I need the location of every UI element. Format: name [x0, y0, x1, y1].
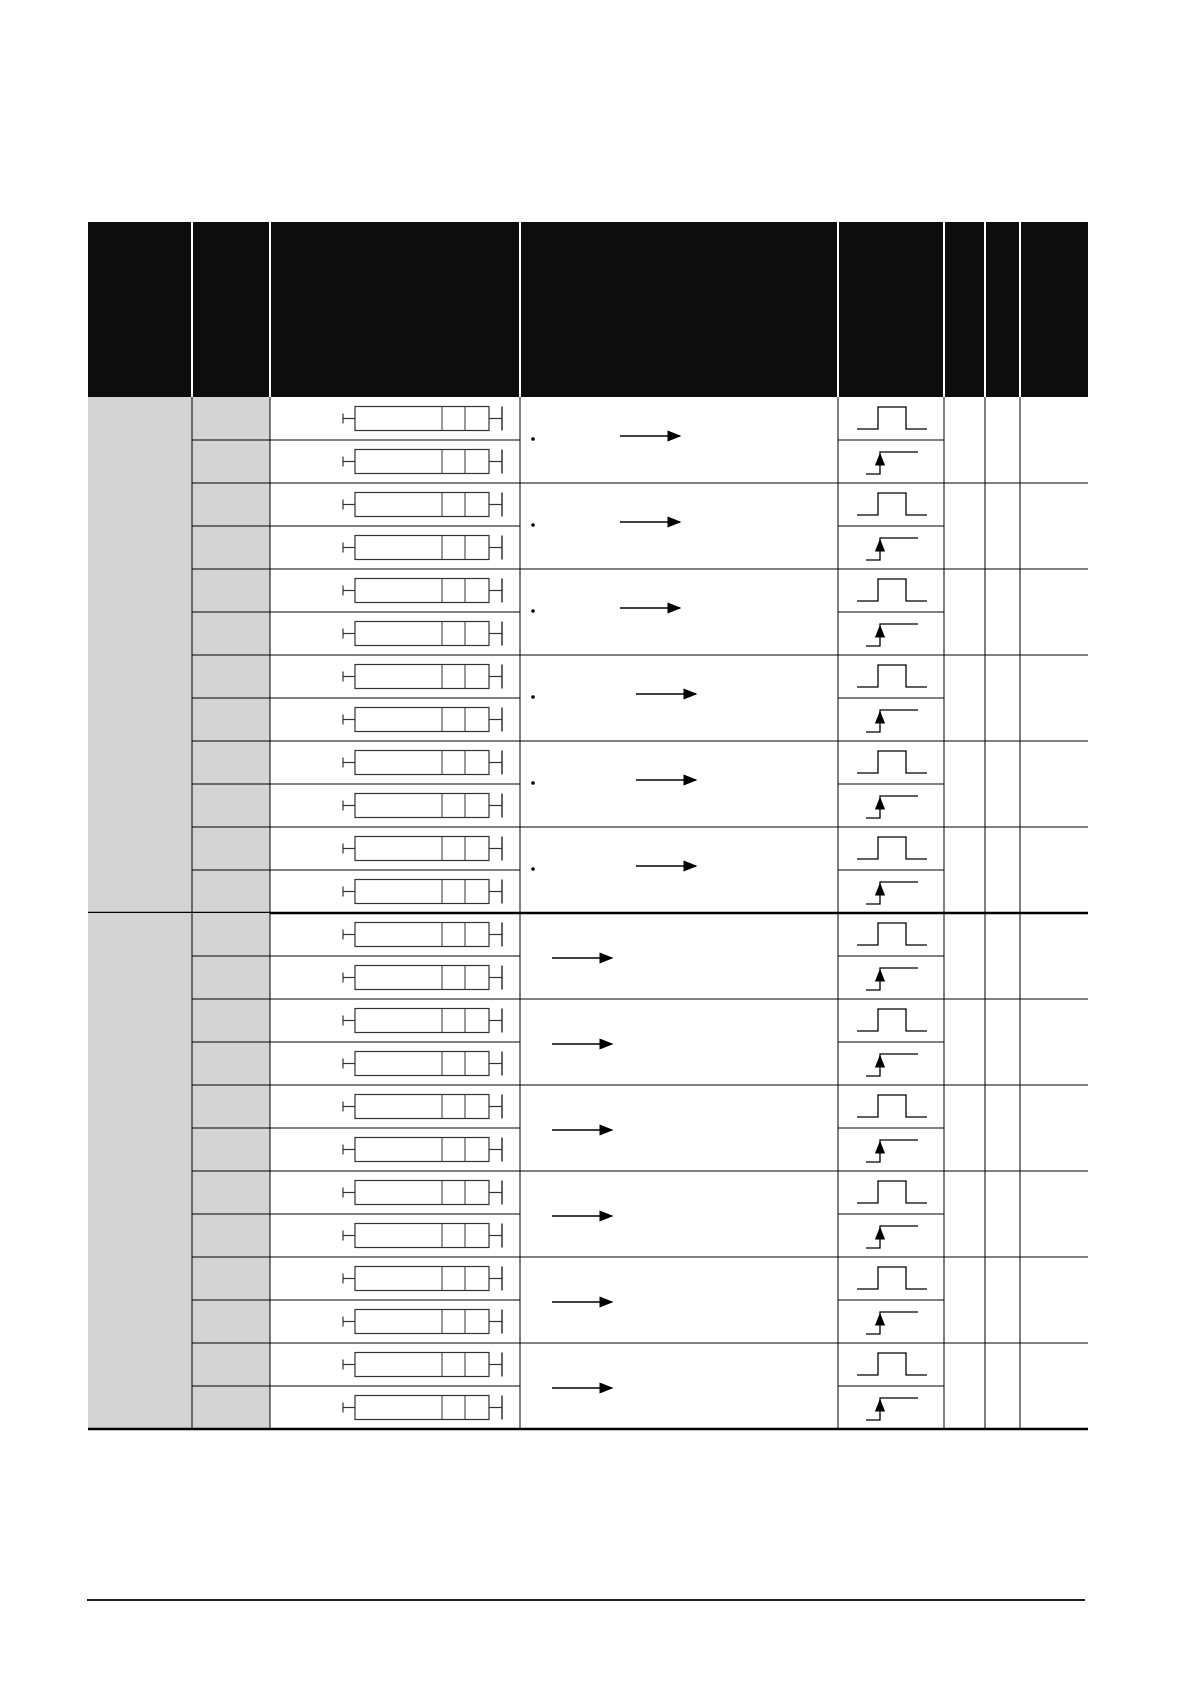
rising-edge-condition-icon: [866, 624, 918, 646]
instruction-box: [355, 1095, 489, 1119]
table-header: [88, 222, 1088, 397]
bullet-dot: [531, 523, 535, 527]
pulse-condition-icon: [857, 1095, 927, 1117]
rising-edge-condition-icon: [866, 452, 918, 474]
instruction-box: [355, 407, 489, 431]
footer-rule: [87, 1599, 1085, 1601]
instruction-box: [355, 1267, 489, 1291]
instruction-box: [355, 1310, 489, 1334]
instruction-box: [355, 1009, 489, 1033]
pulse-condition-icon: [857, 923, 927, 945]
instruction-box: [355, 837, 489, 861]
pulse-condition-icon: [857, 665, 927, 687]
pulse-condition-icon: [857, 407, 927, 429]
instruction-box: [355, 708, 489, 732]
pulse-condition-icon: [857, 1009, 927, 1031]
instruction-box: [355, 880, 489, 904]
instruction-box: [355, 579, 489, 603]
pulse-condition-icon: [857, 837, 927, 859]
instruction-box: [355, 450, 489, 474]
rising-edge-condition-icon: [866, 1054, 918, 1076]
bullet-dot: [531, 437, 535, 441]
rising-edge-condition-icon: [866, 882, 918, 904]
instruction-box: [355, 751, 489, 775]
bullet-dot: [531, 695, 535, 699]
rising-edge-condition-icon: [866, 796, 918, 818]
group-cell: [88, 397, 192, 913]
instruction-box: [355, 966, 489, 990]
pulse-condition-icon: [857, 493, 927, 515]
bullet-dot: [531, 867, 535, 871]
rising-edge-condition-icon: [866, 538, 918, 560]
instruction-box: [355, 622, 489, 646]
rising-edge-condition-icon: [866, 1312, 918, 1334]
bullet-dot: [531, 781, 535, 785]
pulse-condition-icon: [857, 751, 927, 773]
instruction-box: [355, 1353, 489, 1377]
instruction-box: [355, 923, 489, 947]
rising-edge-condition-icon: [866, 1226, 918, 1248]
instruction-box: [355, 1181, 489, 1205]
pulse-condition-icon: [857, 1353, 927, 1375]
instruction-box: [355, 665, 489, 689]
pulse-condition-icon: [857, 1267, 927, 1289]
instruction-box: [355, 794, 489, 818]
rising-edge-condition-icon: [866, 1398, 918, 1420]
pulse-condition-icon: [857, 1181, 927, 1203]
instruction-box: [355, 536, 489, 560]
instruction-box: [355, 493, 489, 517]
instruction-box: [355, 1396, 489, 1420]
pulse-condition-icon: [857, 579, 927, 601]
rising-edge-condition-icon: [866, 968, 918, 990]
instruction-box: [355, 1138, 489, 1162]
rising-edge-condition-icon: [866, 1140, 918, 1162]
bullet-dot: [531, 609, 535, 613]
instruction-box: [355, 1224, 489, 1248]
rising-edge-condition-icon: [866, 710, 918, 732]
group-cell: [88, 913, 192, 1429]
instruction-box: [355, 1052, 489, 1076]
